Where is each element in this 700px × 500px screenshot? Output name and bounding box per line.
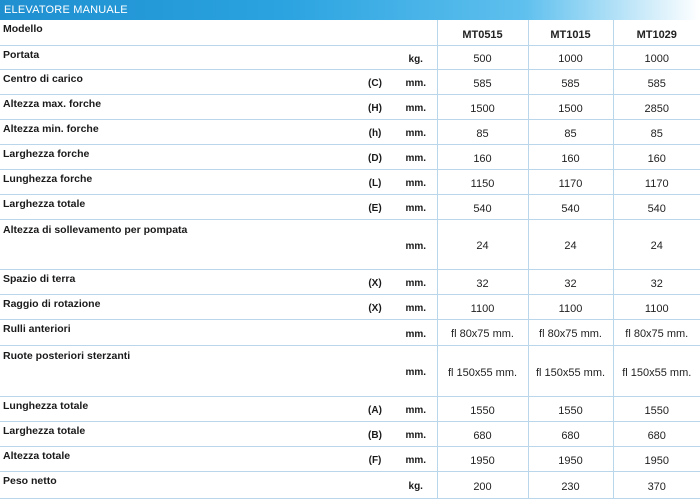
row-value: 1150 — [437, 169, 528, 194]
table-row — [0, 169, 700, 194]
row-value: 1170 — [528, 169, 613, 194]
row-unit: mm. — [395, 119, 437, 144]
row-label: Lunghezza forche — [0, 169, 355, 194]
model-header: MT0515 — [437, 20, 528, 45]
row-label: Altezza totale — [0, 446, 355, 471]
row-value: 85 — [613, 119, 700, 144]
spec-table — [0, 20, 700, 499]
table-row — [0, 294, 700, 319]
row-value: fl 150x55 mm. — [528, 345, 613, 396]
row-value: fl 80x75 mm. — [528, 319, 613, 345]
table-row — [0, 345, 700, 396]
row-unit: mm. — [395, 421, 437, 446]
row-unit: mm. — [395, 169, 437, 194]
row-code: (H) — [355, 94, 395, 119]
model-header: MT1029 — [613, 20, 700, 45]
row-label: Centro di carico — [0, 69, 355, 94]
row-value: 24 — [437, 219, 528, 269]
row-label: Lunghezza totale — [0, 396, 355, 421]
row-value: 540 — [437, 194, 528, 219]
row-value: 1500 — [437, 94, 528, 119]
row-code — [355, 219, 395, 269]
table-row — [0, 45, 700, 69]
row-value: 32 — [437, 269, 528, 294]
row-value: 1950 — [613, 446, 700, 471]
table-row — [0, 269, 700, 294]
row-unit: mm. — [395, 194, 437, 219]
table-row — [0, 219, 700, 269]
row-code: (E) — [355, 194, 395, 219]
row-unit: mm. — [395, 94, 437, 119]
row-unit: mm. — [395, 446, 437, 471]
row-unit: mm. — [395, 319, 437, 345]
row-code: (h) — [355, 119, 395, 144]
row-label: Peso netto — [0, 471, 355, 498]
row-label: Larghezza totale — [0, 421, 355, 446]
row-value: 680 — [528, 421, 613, 446]
row-value: 585 — [437, 69, 528, 94]
row-value: 32 — [613, 269, 700, 294]
row-unit: mm. — [395, 269, 437, 294]
row-value: 370 — [613, 471, 700, 498]
table-row — [0, 94, 700, 119]
row-code: (F) — [355, 446, 395, 471]
row-code: (X) — [355, 269, 395, 294]
row-label: Larghezza forche — [0, 144, 355, 169]
row-value: 24 — [613, 219, 700, 269]
row-code: (B) — [355, 421, 395, 446]
row-unit: mm. — [395, 219, 437, 269]
row-label: Larghezza totale — [0, 194, 355, 219]
row-value: 1500 — [528, 94, 613, 119]
row-unit: mm. — [395, 294, 437, 319]
row-value: 1550 — [613, 396, 700, 421]
row-value: 1170 — [613, 169, 700, 194]
row-value: 585 — [613, 69, 700, 94]
table-row — [0, 119, 700, 144]
row-value: 85 — [528, 119, 613, 144]
row-value: 1950 — [437, 446, 528, 471]
row-value: 585 — [528, 69, 613, 94]
row-code: (D) — [355, 144, 395, 169]
row-label: Altezza max. forche — [0, 94, 355, 119]
row-label: Altezza di sollevamento per pompata — [0, 219, 355, 269]
row-value: 230 — [528, 471, 613, 498]
row-value: 24 — [528, 219, 613, 269]
row-label: Altezza min. forche — [0, 119, 355, 144]
row-value: 160 — [528, 144, 613, 169]
row-value: 1000 — [528, 45, 613, 69]
row-code — [355, 45, 395, 69]
table-row — [0, 319, 700, 345]
row-value: 1950 — [528, 446, 613, 471]
row-value: 160 — [437, 144, 528, 169]
row-code — [355, 319, 395, 345]
table-row — [0, 446, 700, 471]
row-code — [355, 345, 395, 396]
row-value: 200 — [437, 471, 528, 498]
row-value: 1100 — [528, 294, 613, 319]
row-value: 1100 — [437, 294, 528, 319]
row-label: Raggio di rotazione — [0, 294, 355, 319]
row-unit: kg. — [395, 45, 437, 69]
row-label: Spazio di terra — [0, 269, 355, 294]
row-code: (X) — [355, 294, 395, 319]
row-code — [355, 471, 395, 498]
row-label: Portata — [0, 45, 355, 69]
row-value: 540 — [528, 194, 613, 219]
row-label: Rulli anteriori — [0, 319, 355, 345]
row-value: 1550 — [528, 396, 613, 421]
model-header: MT1015 — [528, 20, 613, 45]
table-title-bar — [0, 0, 700, 20]
row-unit: mm. — [395, 69, 437, 94]
row-unit: mm. — [395, 396, 437, 421]
table-row — [0, 144, 700, 169]
row-value: 1550 — [437, 396, 528, 421]
row-code: (A) — [355, 396, 395, 421]
row-value: fl 150x55 mm. — [437, 345, 528, 396]
row-value: 500 — [437, 45, 528, 69]
row-value: 32 — [528, 269, 613, 294]
table-row — [0, 69, 700, 94]
header-label: Modello — [0, 20, 355, 45]
row-value: 2850 — [613, 94, 700, 119]
row-code: (L) — [355, 169, 395, 194]
table-row — [0, 194, 700, 219]
row-value: 540 — [613, 194, 700, 219]
row-value: fl 80x75 mm. — [613, 319, 700, 345]
row-value: 1000 — [613, 45, 700, 69]
row-value: 1100 — [613, 294, 700, 319]
row-value: fl 80x75 mm. — [437, 319, 528, 345]
row-value: fl 150x55 mm. — [613, 345, 700, 396]
row-value: 160 — [613, 144, 700, 169]
table-row — [0, 396, 700, 421]
table-row — [0, 421, 700, 446]
row-label: Ruote posteriori sterzanti — [0, 345, 355, 396]
row-value: 680 — [437, 421, 528, 446]
row-unit: mm. — [395, 144, 437, 169]
table-header-row — [0, 20, 700, 45]
row-value: 85 — [437, 119, 528, 144]
row-unit: kg. — [395, 471, 437, 498]
row-code: (C) — [355, 69, 395, 94]
table-row — [0, 471, 700, 498]
row-unit: mm. — [395, 345, 437, 396]
row-value: 680 — [613, 421, 700, 446]
table-title: ELEVATORE MANUALE — [4, 4, 128, 16]
